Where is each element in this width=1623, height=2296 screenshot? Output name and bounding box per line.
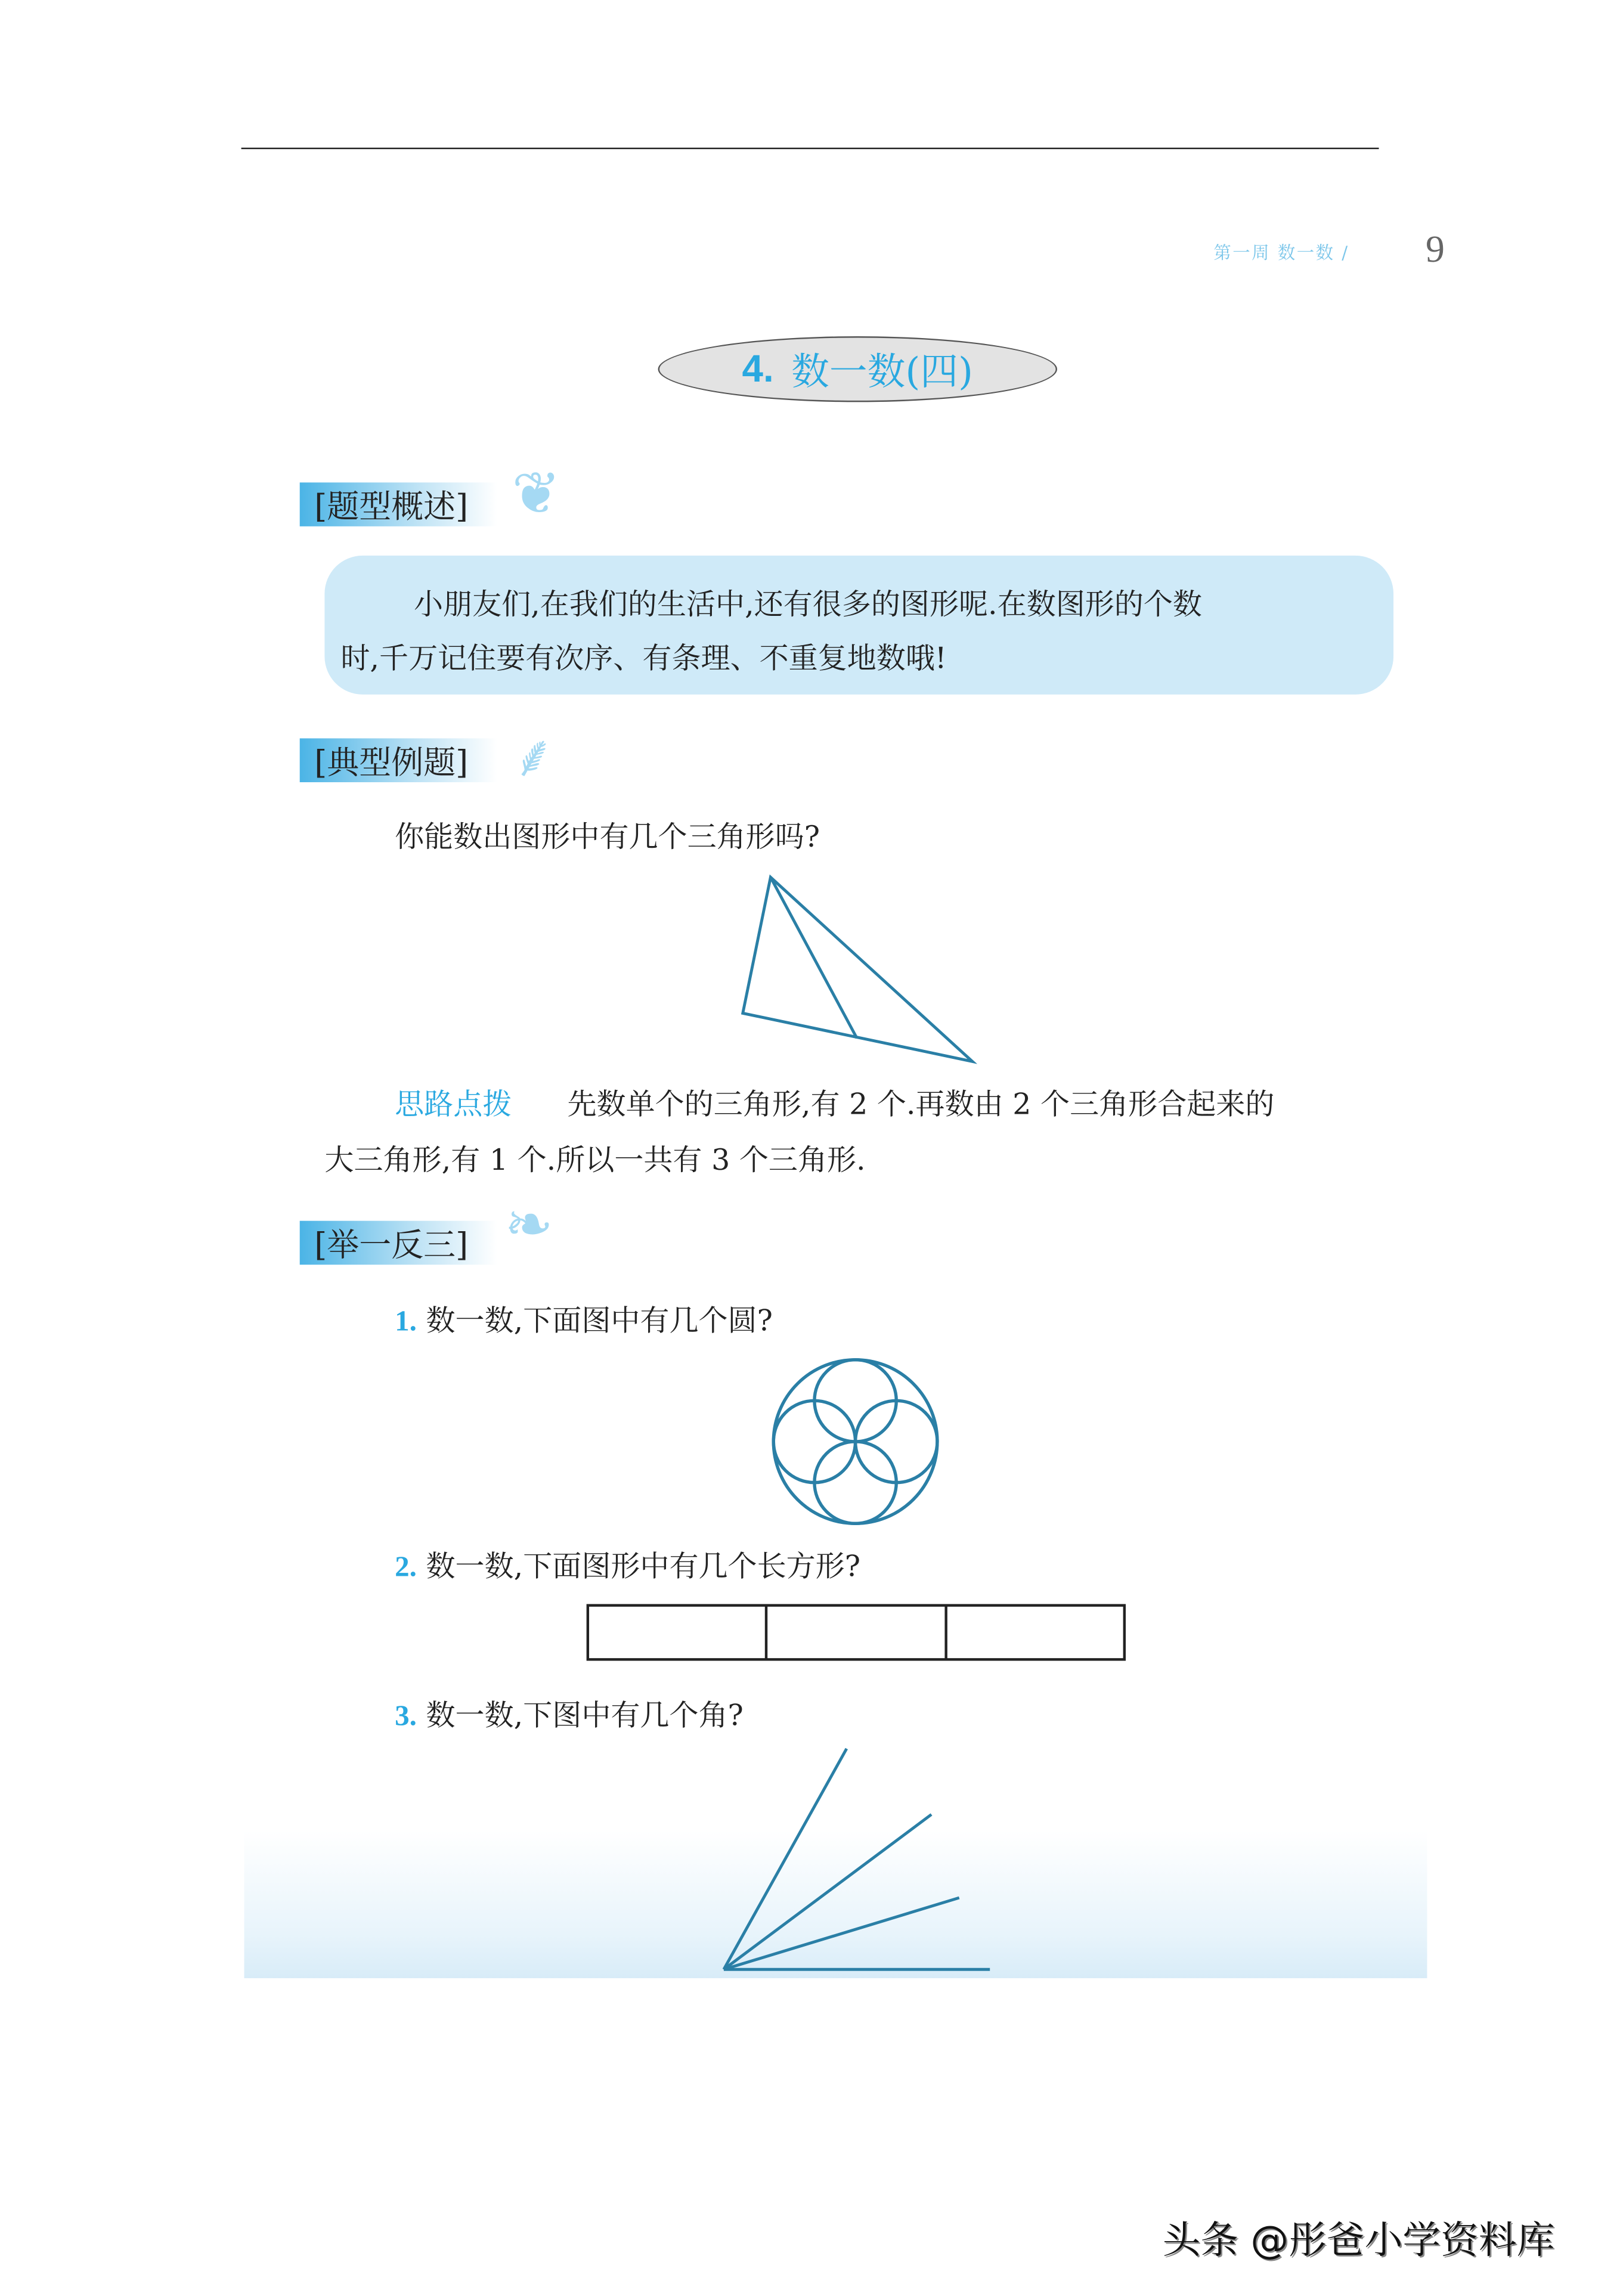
practice-item-3: 3. 数一数,下图中有几个角? (395, 1697, 744, 1733)
section-example-label: [典型例题] (300, 738, 497, 782)
example-question: 你能数出图形中有几个三角形吗? (395, 819, 820, 854)
section-overview-label: [题型概述] (300, 482, 497, 526)
hint-text-2: 大三角形,有 1 个.所以一共有 3 个三角形. (324, 1142, 866, 1178)
practice-item-1: 1. 数一数,下面图中有几个圆? (395, 1302, 773, 1338)
leaf-decoration-icon: ❧ (504, 1191, 554, 1259)
leaf-decoration-icon: ❦ (512, 460, 561, 528)
wheat-decoration-icon: ⸙ (512, 723, 556, 791)
triangle-figure (743, 877, 972, 1061)
lesson-title-text: 数一数(四) (791, 351, 973, 395)
page-number: 9 (1425, 228, 1445, 271)
overview-text-2: 时,千万记住要有次序、有条理、不重复地数哦! (340, 640, 947, 676)
angles-figure (724, 1749, 990, 1969)
hint-label: 思路点拨 (395, 1086, 512, 1121)
practice-item-2: 2. 数一数,下面图形中有几个长方形? (395, 1548, 861, 1584)
circles-figure (773, 1360, 937, 1524)
hint-text-1: 先数单个的三角形,有 2 个.再数由 2 个三角形合起来的 (567, 1086, 1275, 1121)
running-title: 第一周 数一数 / (1213, 243, 1349, 264)
lesson-number: 4. (742, 346, 774, 391)
watermark: 头条 @彤爸小学资料库 (1162, 2219, 1555, 2264)
rectangles-figure (588, 1606, 1125, 1660)
section-practice-label: [举一反三] (300, 1221, 497, 1265)
overview-text-1: 小朋友们,在我们的生活中,还有很多的图形呢.在数图形的个数 (414, 586, 1202, 622)
